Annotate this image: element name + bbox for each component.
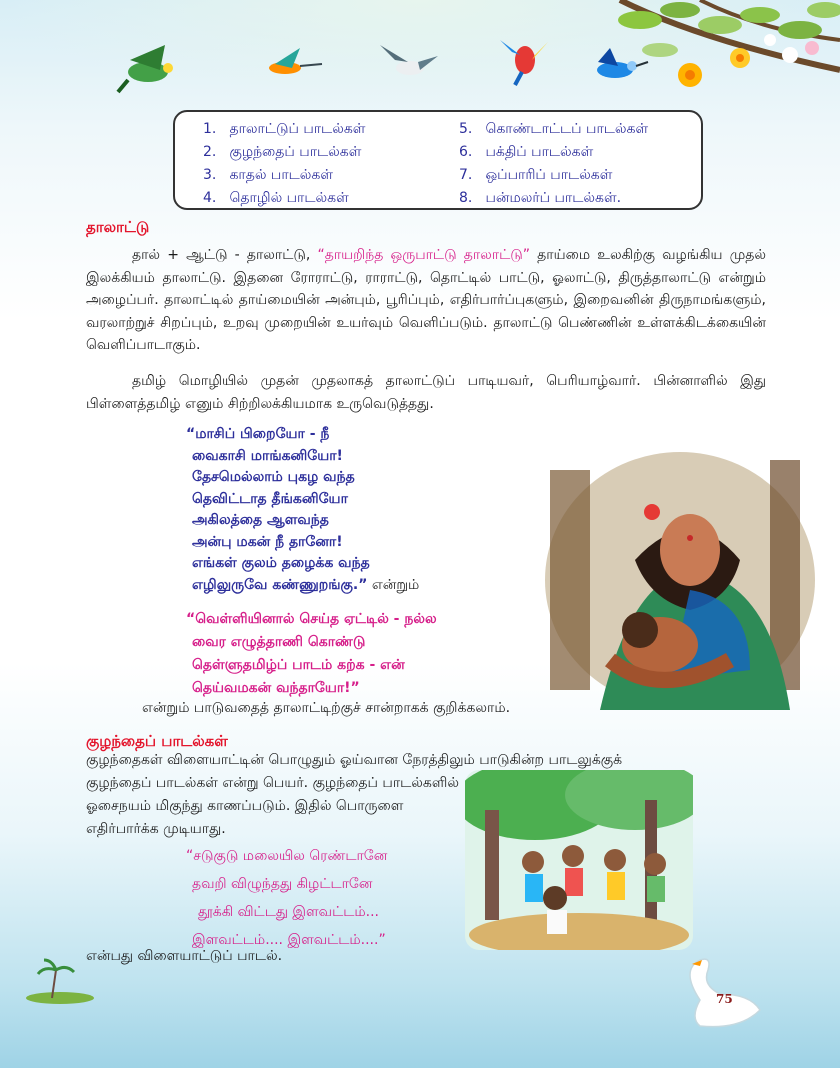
list-item xyxy=(203,164,365,187)
header-illustration xyxy=(0,0,840,110)
list-label: தாலாட்டுப் பாடல்கள் xyxy=(229,121,366,137)
list-number: 5. xyxy=(459,121,473,137)
quoted-phrase: “தாயறிந்த ஒருபாட்டு தாலாட்டு” xyxy=(317,247,530,263)
list-label: பக்திப் பாடல்கள் xyxy=(485,144,594,160)
poem-line: “வெள்ளியினால் செய்த ஏட்டில் - நல்ல xyxy=(186,611,437,627)
page-number: 75 xyxy=(716,992,733,1006)
song-line: தூக்கி விட்டது இளவட்டம்... xyxy=(198,904,379,920)
poem-line: வைர எழுத்தாணி கொண்டு xyxy=(192,634,366,650)
mother-child-illustration xyxy=(540,440,822,710)
list-item xyxy=(459,118,648,141)
bird-icon-3 xyxy=(380,45,438,75)
poem-suffix: என்றும் xyxy=(367,576,420,593)
list-number: 1. xyxy=(203,121,217,137)
section-heading-thalattu: தாலாட்டு xyxy=(86,218,150,236)
thalattu-paragraph-2 xyxy=(86,370,766,415)
footer-illustration xyxy=(0,930,840,1068)
paragraph-text: தமிழ் மொழியில் முதன் முதலாகத் தாலாட்டுப் பாடியவர், பெரியாழ்வார். பின்னாளில் இது பிள்ளைத்தமிழ் எனும் சிற்றிலக்கியமாக உருவெடுத்தது. xyxy=(86,373,766,412)
poem-line: எழிலுருவே கண்ணுறங்கு.” xyxy=(192,576,368,593)
poem-line: தெள்ளுதமிழ்ப் பாடம் கற்க - என் xyxy=(192,657,405,673)
tree-branch-icon xyxy=(618,0,840,87)
song-line: தவறி விழுந்தது கிழட்டானே xyxy=(192,876,373,892)
bird-icon-4 xyxy=(500,40,548,85)
bird-icon-2 xyxy=(269,48,322,74)
list-item xyxy=(203,187,365,210)
song-types-left-column xyxy=(203,118,365,210)
poem-line: தேசமெல்லாம் புகழ வந்த xyxy=(192,469,355,485)
list-item xyxy=(459,141,648,164)
list-label: பன்மலர்ப் பாடல்கள். xyxy=(485,190,622,206)
poem-line: தெவிட்டாத தீங்கனியோ xyxy=(192,490,348,507)
section-heading-children-songs: குழந்தைப் பாடல்கள் xyxy=(86,732,228,750)
children-songs-closing: என்பது விளையாட்டுப் பாடல். xyxy=(86,948,283,964)
thalattu-paragraph-1 xyxy=(86,244,766,357)
lullaby-poem-1 xyxy=(186,424,419,596)
poem-line: வைகாசி மாங்கனியோ! xyxy=(192,447,343,464)
list-label: குழந்தைப் பாடல்கள் xyxy=(229,144,362,160)
children-songs-line-2: குழந்தைப் பாடல்கள் என்று பெயர். குழந்தைப் பாடல்களில் xyxy=(86,775,459,791)
list-label: ஒப்பாரிப் பாடல்கள் xyxy=(485,167,613,183)
song-line: இளவட்டம்.... இளவட்டம்....” xyxy=(192,932,386,948)
children-songs-line-1: குழந்தைகள் விளையாட்டின் பொழுதும் ஓய்வான நேரத்திலும் பாடுகின்ற பாடலுக்குக் xyxy=(86,752,623,768)
song-types-right-column xyxy=(459,118,648,210)
list-number: 8. xyxy=(459,190,473,206)
list-item xyxy=(459,187,648,210)
children-songs-line-4: எதிர்பார்க்க முடியாது. xyxy=(86,821,226,837)
poem-line: எங்கள் குலம் தழைக்க வந்த xyxy=(192,555,370,571)
list-number: 4. xyxy=(203,190,217,206)
children-songs-line-3: ஓசைநயம் மிகுந்து காணப்படும். இதில் பொருளை xyxy=(86,798,404,814)
list-label: காதல் பாடல்கள் xyxy=(229,167,333,183)
lullaby-poem-2 xyxy=(186,608,437,700)
poem-line: “மாசிப் பிறையோ - நீ xyxy=(186,426,330,442)
list-number: 7. xyxy=(459,167,473,183)
list-item xyxy=(459,164,648,187)
poem-line: அன்பு மகன் நீ தானோ! xyxy=(192,533,343,550)
list-label: தொழில் பாடல்கள் xyxy=(229,190,349,206)
paragraph-text: தாய்மை உலகிற்கு வழங்கிய முதல் இலக்கியம் தாலாட்டு. இதனை ரோராட்டு, ராராட்டு, தொட்டில் பாட்டு, ஓலாட்டு, திருத்தாலாட்டு என்றும் அழைப்பர். தாலாட்டில் தாய்மையின் அன்பும், பூரிப்பும், எதிர்பார்ப்புகளும், இறைவனின் திருநாமங்களும், வரலாற்றுச் சிறப்பும், உறவு முறையின் உயர்வும் வெளிப்படும். தாலாட்டு பெண்ணின் உள்ளக்கிடக்கையின் வெளிப்பாடாகும். xyxy=(86,247,766,353)
poem-line: அகிலத்தை ஆளவந்த xyxy=(192,512,329,528)
island-icon xyxy=(26,960,94,1004)
list-label: கொண்டாட்டப் பாடல்கள் xyxy=(485,121,649,137)
children-playing-illustration xyxy=(465,770,693,950)
list-item xyxy=(203,118,365,141)
bird-icon-5 xyxy=(597,48,648,78)
list-number: 6. xyxy=(459,144,473,160)
thalattu-closing: என்றும் பாடுவதைத் தாலாட்டிற்குச் சான்றாகக் குறிக்கலாம். xyxy=(142,700,511,716)
list-number: 3. xyxy=(203,167,217,183)
list-number: 2. xyxy=(203,144,217,160)
song-types-list xyxy=(173,110,703,210)
paragraph-text: தால் + ஆட்டு - தாலாட்டு, xyxy=(132,247,318,263)
song-line: “சடுகுடு மலையில ரெண்டானே xyxy=(186,848,388,864)
poem-line: தெய்வமகன் வந்தாயோ!” xyxy=(192,680,360,696)
bird-icon-1 xyxy=(118,45,173,92)
list-item xyxy=(203,141,365,164)
